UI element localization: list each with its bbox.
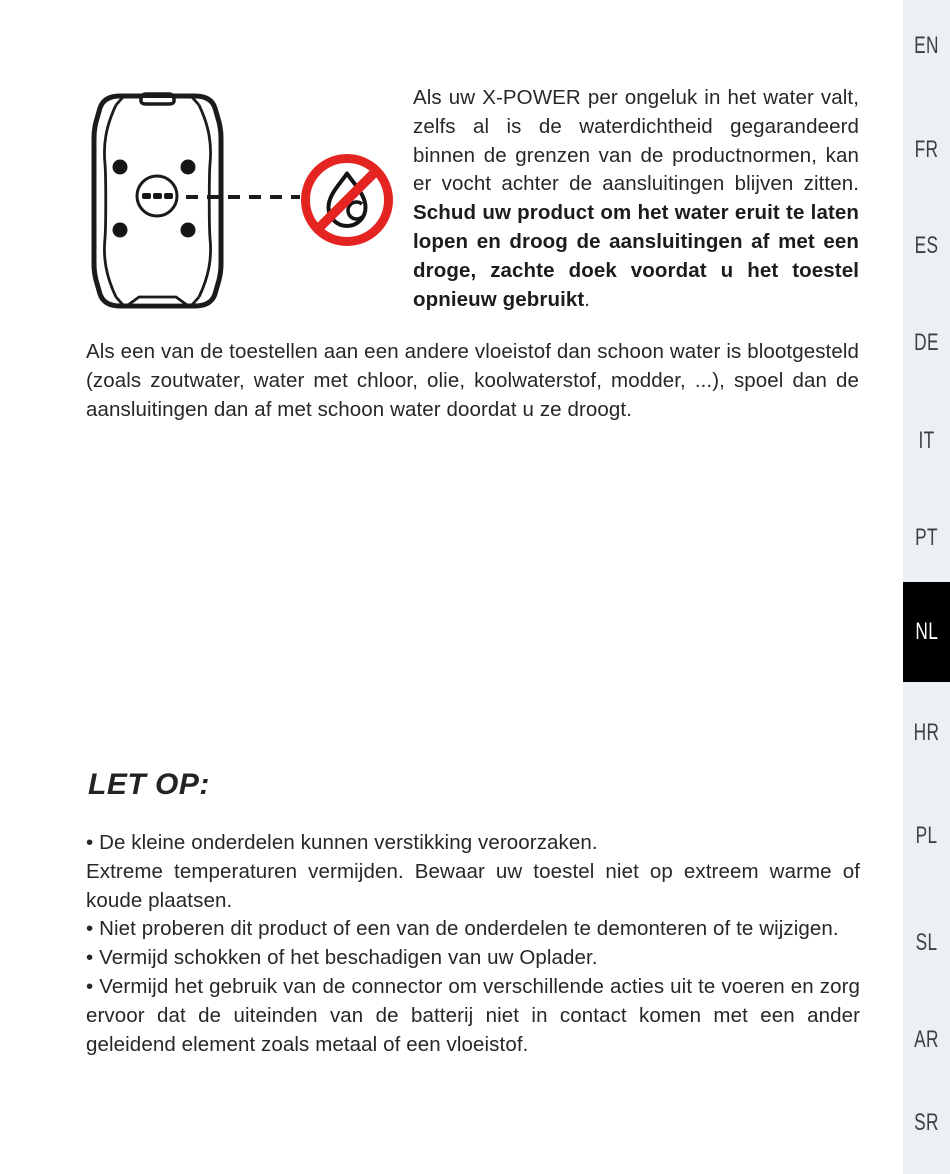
intro-text-normal: Als uw X-POWER per ongeluk in het water valt, zelfs al is de waterdichtheid gegarandeerd binnen de grenzen van de productnormen, kan er vocht achter de aansluitingen blijven zitten. xyxy=(413,86,859,196)
warning-item: • Niet proberen dit product of een van de onderdelen te demonteren of te wijzigen. xyxy=(86,917,839,941)
screw-icon xyxy=(181,160,196,175)
screw-icon xyxy=(181,223,196,238)
device-back-illustration xyxy=(90,92,225,310)
sidebar-item-sl[interactable]: SL xyxy=(915,929,938,956)
sidebar-item-nl-label: NL xyxy=(915,618,938,645)
device-bottom-stand xyxy=(128,297,187,305)
sidebar-item-de[interactable]: DE xyxy=(914,329,939,356)
warning-item: • De kleine onderdelen kunnen verstikking veroorzaken. xyxy=(86,831,598,854)
sidebar-item-nl-active[interactable] xyxy=(903,582,950,682)
connector-pin xyxy=(142,193,151,199)
warning-heading: LET OP: xyxy=(88,768,210,801)
sidebar-item-hr[interactable]: HR xyxy=(913,719,940,746)
sidebar-item-fr[interactable]: FR xyxy=(914,136,939,163)
sidebar-item-es[interactable]: ES xyxy=(914,232,939,259)
warning-item: Extreme temperaturen vermijden. Bewaar uw toestel niet op extreem warme of koude plaatsen. xyxy=(86,859,860,912)
intro-text-bold: Schud uw product om het water eruit te laten lopen en droog de aansluitingen af met een droge, zachte doek voordat u het toestel opnieuw gebruikt xyxy=(413,201,859,311)
sidebar-item-pl[interactable]: PL xyxy=(915,822,938,849)
warning-item: • Vermijd schokken of het beschadigen van uw Oplader. xyxy=(86,946,598,970)
no-water-icon xyxy=(300,153,394,247)
language-sidebar xyxy=(903,0,950,1174)
warning-item: • Vermijd het gebruik van de connector om verschillende acties uit te voeren en zorg ervoor dat de uiteinden van de batterij niet in contact komen met een ander geleidend element zoals metaal of een vloeistof. xyxy=(86,974,860,1056)
sidebar-item-sr[interactable]: SR xyxy=(914,1109,939,1136)
sidebar-item-pt[interactable]: PT xyxy=(915,524,938,551)
sidebar-item-ar[interactable]: AR xyxy=(914,1026,939,1053)
connector-pin xyxy=(153,193,162,199)
warning-list xyxy=(86,829,860,1059)
intro-paragraph xyxy=(413,84,859,314)
intro-text-period: . xyxy=(584,287,591,311)
callout-dashed-line xyxy=(186,194,300,200)
connector-pin xyxy=(164,193,173,199)
screw-icon xyxy=(113,223,128,238)
sidebar-item-it[interactable]: IT xyxy=(918,427,935,454)
prohibition-slash xyxy=(318,171,377,230)
screw-icon xyxy=(113,160,128,175)
device-top-tab-fill xyxy=(141,94,174,98)
liquid-exposure-paragraph: Als een van de toestellen aan een andere vloeistof dan schoon water is blootgesteld (zoals zoutwater, water met chloor, olie, koolwaterstof, modder, ...), spoel dan de aansluitingen dan af met schoon water doordat u ze droogt. xyxy=(86,340,859,421)
water-drop-inner-curl xyxy=(348,202,363,219)
sidebar-item-en[interactable]: EN xyxy=(914,32,939,59)
